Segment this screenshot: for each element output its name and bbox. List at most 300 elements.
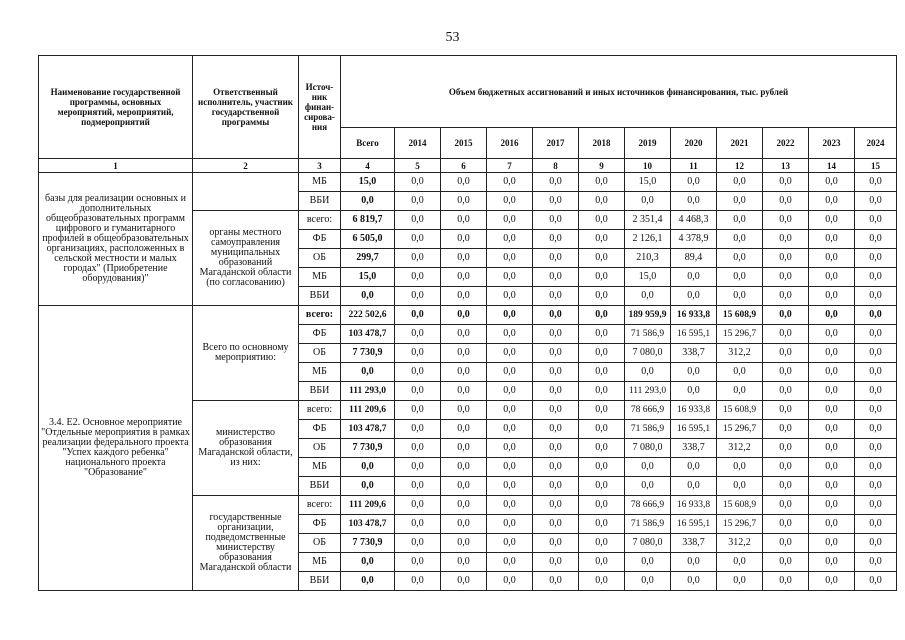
source-cell: всего: bbox=[299, 306, 341, 325]
value-cell: 338,7 bbox=[671, 344, 717, 363]
value-cell: 0,0 bbox=[717, 211, 763, 230]
source-cell: ОБ bbox=[299, 439, 341, 458]
value-cell: 16 933,8 bbox=[671, 306, 717, 325]
value-cell: 78 666,9 bbox=[625, 496, 671, 515]
value-cell: 0,0 bbox=[441, 515, 487, 534]
value-cell: 0,0 bbox=[579, 477, 625, 496]
value-cell: 0,0 bbox=[533, 553, 579, 572]
value-cell: 0,0 bbox=[487, 211, 533, 230]
value-cell: 0,0 bbox=[533, 363, 579, 382]
value-cell: 338,7 bbox=[671, 439, 717, 458]
value-cell: 0,0 bbox=[441, 230, 487, 249]
header-executor-column: Ответственный исполнитель, участник государственной программы bbox=[193, 56, 299, 159]
value-cell: 0,0 bbox=[671, 287, 717, 306]
header-year: 2020 bbox=[671, 128, 717, 159]
value-cell: 0,0 bbox=[441, 553, 487, 572]
value-cell: 0,0 bbox=[855, 534, 897, 553]
value-cell: 0,0 bbox=[809, 192, 855, 211]
value-cell: 0,0 bbox=[395, 477, 441, 496]
executor-cell: государственные организации, подведомственные министерству образования Магаданской области bbox=[193, 496, 299, 591]
value-cell: 0,0 bbox=[533, 515, 579, 534]
table-row bbox=[39, 173, 897, 192]
value-cell: 0,0 bbox=[533, 268, 579, 287]
value-cell: 0,0 bbox=[395, 382, 441, 401]
value-cell: 71 586,9 bbox=[625, 325, 671, 344]
value-cell: 0,0 bbox=[533, 534, 579, 553]
value-cell: 78 666,9 bbox=[625, 401, 671, 420]
value-cell: 15 296,7 bbox=[717, 420, 763, 439]
value-cell: 0,0 bbox=[763, 192, 809, 211]
value-cell: 0,0 bbox=[855, 439, 897, 458]
value-cell: 7 730,9 bbox=[341, 344, 395, 363]
value-cell: 0,0 bbox=[855, 249, 897, 268]
value-cell: 0,0 bbox=[395, 306, 441, 325]
source-cell: ВБИ bbox=[299, 382, 341, 401]
value-cell: 0,0 bbox=[625, 477, 671, 496]
value-cell: 7 080,0 bbox=[625, 439, 671, 458]
column-number: 15 bbox=[855, 159, 897, 173]
value-cell: 15 608,9 bbox=[717, 401, 763, 420]
value-cell: 0,0 bbox=[717, 173, 763, 192]
value-cell: 0,0 bbox=[341, 192, 395, 211]
value-cell: 0,0 bbox=[341, 553, 395, 572]
value-cell: 0,0 bbox=[533, 382, 579, 401]
value-cell: 0,0 bbox=[441, 173, 487, 192]
value-cell: 0,0 bbox=[579, 325, 625, 344]
value-cell: 0,0 bbox=[809, 420, 855, 439]
value-cell: 2 126,1 bbox=[625, 230, 671, 249]
value-cell: 0,0 bbox=[533, 420, 579, 439]
value-cell: 111 209,6 bbox=[341, 496, 395, 515]
value-cell: 0,0 bbox=[763, 211, 809, 230]
value-cell: 0,0 bbox=[855, 192, 897, 211]
value-cell: 0,0 bbox=[579, 344, 625, 363]
value-cell: 0,0 bbox=[809, 401, 855, 420]
value-cell: 0,0 bbox=[579, 363, 625, 382]
value-cell: 0,0 bbox=[395, 249, 441, 268]
value-cell: 0,0 bbox=[441, 534, 487, 553]
value-cell: 0,0 bbox=[579, 230, 625, 249]
value-cell: 0,0 bbox=[809, 439, 855, 458]
source-cell: ФБ bbox=[299, 230, 341, 249]
value-cell: 111 293,0 bbox=[341, 382, 395, 401]
value-cell: 16 595,1 bbox=[671, 325, 717, 344]
value-cell: 210,3 bbox=[625, 249, 671, 268]
value-cell: 0,0 bbox=[579, 268, 625, 287]
value-cell: 103 478,7 bbox=[341, 420, 395, 439]
value-cell: 0,0 bbox=[809, 249, 855, 268]
source-cell: МБ bbox=[299, 458, 341, 477]
value-cell: 0,0 bbox=[855, 496, 897, 515]
column-number: 12 bbox=[717, 159, 763, 173]
value-cell: 0,0 bbox=[579, 401, 625, 420]
value-cell: 7 080,0 bbox=[625, 344, 671, 363]
value-cell: 0,0 bbox=[441, 439, 487, 458]
value-cell: 0,0 bbox=[441, 496, 487, 515]
value-cell: 6 505,0 bbox=[341, 230, 395, 249]
value-cell: 111 209,6 bbox=[341, 401, 395, 420]
value-cell: 0,0 bbox=[717, 382, 763, 401]
value-cell: 0,0 bbox=[763, 401, 809, 420]
value-cell: 0,0 bbox=[809, 344, 855, 363]
source-cell: всего: bbox=[299, 211, 341, 230]
value-cell: 0,0 bbox=[717, 572, 763, 591]
value-cell: 0,0 bbox=[763, 363, 809, 382]
value-cell: 0,0 bbox=[487, 401, 533, 420]
source-cell: МБ bbox=[299, 173, 341, 192]
value-cell: 0,0 bbox=[579, 515, 625, 534]
value-cell: 0,0 bbox=[533, 173, 579, 192]
value-cell: 312,2 bbox=[717, 534, 763, 553]
value-cell: 0,0 bbox=[625, 287, 671, 306]
value-cell: 0,0 bbox=[763, 325, 809, 344]
value-cell: 0,0 bbox=[487, 268, 533, 287]
value-cell: 0,0 bbox=[809, 306, 855, 325]
value-cell: 0,0 bbox=[717, 268, 763, 287]
value-cell: 0,0 bbox=[441, 363, 487, 382]
value-cell: 0,0 bbox=[395, 439, 441, 458]
header-year: 2018 bbox=[579, 128, 625, 159]
value-cell: 0,0 bbox=[487, 515, 533, 534]
column-number: 2 bbox=[193, 159, 299, 173]
source-cell: всего: bbox=[299, 401, 341, 420]
value-cell: 0,0 bbox=[763, 382, 809, 401]
value-cell: 0,0 bbox=[487, 344, 533, 363]
value-cell: 0,0 bbox=[487, 249, 533, 268]
value-cell: 0,0 bbox=[809, 515, 855, 534]
value-cell: 0,0 bbox=[579, 496, 625, 515]
value-cell: 0,0 bbox=[855, 553, 897, 572]
value-cell: 0,0 bbox=[441, 572, 487, 591]
value-cell: 312,2 bbox=[717, 439, 763, 458]
value-cell: 0,0 bbox=[763, 230, 809, 249]
value-cell: 16 933,8 bbox=[671, 401, 717, 420]
value-cell: 0,0 bbox=[441, 344, 487, 363]
value-cell: 222 502,6 bbox=[341, 306, 395, 325]
value-cell: 0,0 bbox=[855, 458, 897, 477]
column-number: 14 bbox=[809, 159, 855, 173]
value-cell: 0,0 bbox=[717, 553, 763, 572]
value-cell: 0,0 bbox=[763, 173, 809, 192]
column-number: 4 bbox=[341, 159, 395, 173]
value-cell: 0,0 bbox=[763, 534, 809, 553]
value-cell: 0,0 bbox=[487, 534, 533, 553]
value-cell: 15,0 bbox=[341, 268, 395, 287]
value-cell: 0,0 bbox=[855, 572, 897, 591]
value-cell: 0,0 bbox=[579, 458, 625, 477]
value-cell: 0,0 bbox=[579, 534, 625, 553]
value-cell: 15,0 bbox=[625, 268, 671, 287]
value-cell: 0,0 bbox=[763, 515, 809, 534]
value-cell: 0,0 bbox=[395, 515, 441, 534]
header-year: 2017 bbox=[533, 128, 579, 159]
column-number: 6 bbox=[441, 159, 487, 173]
budget-table bbox=[38, 55, 897, 591]
value-cell: 0,0 bbox=[763, 496, 809, 515]
value-cell: 299,7 bbox=[341, 249, 395, 268]
value-cell: 0,0 bbox=[809, 553, 855, 572]
value-cell: 338,7 bbox=[671, 534, 717, 553]
value-cell: 0,0 bbox=[809, 458, 855, 477]
value-cell: 0,0 bbox=[533, 287, 579, 306]
value-cell: 0,0 bbox=[809, 534, 855, 553]
value-cell: 0,0 bbox=[395, 458, 441, 477]
table-row bbox=[39, 306, 897, 325]
value-cell: 0,0 bbox=[487, 572, 533, 591]
value-cell: 0,0 bbox=[441, 382, 487, 401]
value-cell: 0,0 bbox=[395, 211, 441, 230]
value-cell: 0,0 bbox=[763, 477, 809, 496]
value-cell: 0,0 bbox=[579, 173, 625, 192]
value-cell: 0,0 bbox=[341, 477, 395, 496]
source-cell: МБ bbox=[299, 268, 341, 287]
header-name-column: Наименование государственной программы, основных мероприятий, мероприятий, подмероприятий bbox=[39, 56, 193, 159]
value-cell: 0,0 bbox=[395, 363, 441, 382]
value-cell: 103 478,7 bbox=[341, 325, 395, 344]
value-cell: 0,0 bbox=[855, 230, 897, 249]
value-cell: 0,0 bbox=[533, 192, 579, 211]
header-year: 2023 bbox=[809, 128, 855, 159]
value-cell: 0,0 bbox=[487, 382, 533, 401]
value-cell: 0,0 bbox=[395, 496, 441, 515]
value-cell: 0,0 bbox=[441, 325, 487, 344]
value-cell: 0,0 bbox=[395, 268, 441, 287]
value-cell: 0,0 bbox=[809, 382, 855, 401]
value-cell: 16 595,1 bbox=[671, 515, 717, 534]
source-cell: ОБ bbox=[299, 534, 341, 553]
value-cell: 0,0 bbox=[855, 477, 897, 496]
value-cell: 0,0 bbox=[395, 287, 441, 306]
value-cell: 0,0 bbox=[579, 439, 625, 458]
value-cell: 0,0 bbox=[671, 382, 717, 401]
value-cell: 0,0 bbox=[441, 249, 487, 268]
value-cell: 111 293,0 bbox=[625, 382, 671, 401]
header-year: 2021 bbox=[717, 128, 763, 159]
value-cell: 0,0 bbox=[763, 458, 809, 477]
value-cell: 0,0 bbox=[809, 477, 855, 496]
value-cell: 0,0 bbox=[809, 363, 855, 382]
value-cell: 0,0 bbox=[717, 477, 763, 496]
value-cell: 0,0 bbox=[533, 306, 579, 325]
value-cell: 0,0 bbox=[717, 363, 763, 382]
source-cell: МБ bbox=[299, 553, 341, 572]
value-cell: 0,0 bbox=[579, 249, 625, 268]
header-year: Всего bbox=[341, 128, 395, 159]
value-cell: 0,0 bbox=[579, 382, 625, 401]
header-source-column: Источ-ник финан-сирова-ния bbox=[299, 56, 341, 159]
value-cell: 0,0 bbox=[763, 420, 809, 439]
value-cell: 0,0 bbox=[671, 553, 717, 572]
value-cell: 0,0 bbox=[809, 496, 855, 515]
value-cell: 0,0 bbox=[395, 230, 441, 249]
value-cell: 0,0 bbox=[341, 287, 395, 306]
value-cell: 0,0 bbox=[341, 572, 395, 591]
source-cell: ВБИ bbox=[299, 572, 341, 591]
value-cell: 0,0 bbox=[855, 306, 897, 325]
value-cell: 2 351,4 bbox=[625, 211, 671, 230]
executor-cell: Всего по основному мероприятию: bbox=[193, 306, 299, 401]
value-cell: 0,0 bbox=[487, 287, 533, 306]
value-cell: 0,0 bbox=[441, 420, 487, 439]
value-cell: 15,0 bbox=[625, 173, 671, 192]
value-cell: 7 080,0 bbox=[625, 534, 671, 553]
value-cell: 0,0 bbox=[487, 325, 533, 344]
value-cell: 0,0 bbox=[533, 325, 579, 344]
value-cell: 0,0 bbox=[487, 477, 533, 496]
source-cell: ВБИ bbox=[299, 477, 341, 496]
value-cell: 103 478,7 bbox=[341, 515, 395, 534]
value-cell: 0,0 bbox=[809, 211, 855, 230]
value-cell: 0,0 bbox=[671, 477, 717, 496]
value-cell: 0,0 bbox=[441, 458, 487, 477]
value-cell: 0,0 bbox=[533, 458, 579, 477]
value-cell: 0,0 bbox=[395, 173, 441, 192]
column-number: 5 bbox=[395, 159, 441, 173]
value-cell: 0,0 bbox=[763, 344, 809, 363]
value-cell: 4 468,3 bbox=[671, 211, 717, 230]
value-cell: 0,0 bbox=[855, 287, 897, 306]
value-cell: 0,0 bbox=[855, 515, 897, 534]
column-number: 3 bbox=[299, 159, 341, 173]
value-cell: 15 296,7 bbox=[717, 325, 763, 344]
value-cell: 0,0 bbox=[763, 249, 809, 268]
value-cell: 0,0 bbox=[809, 287, 855, 306]
value-cell: 6 819,7 bbox=[341, 211, 395, 230]
value-cell: 7 730,9 bbox=[341, 534, 395, 553]
value-cell: 0,0 bbox=[579, 192, 625, 211]
value-cell: 0,0 bbox=[763, 439, 809, 458]
value-cell: 312,2 bbox=[717, 344, 763, 363]
value-cell: 15 296,7 bbox=[717, 515, 763, 534]
value-cell: 189 959,9 bbox=[625, 306, 671, 325]
value-cell: 0,0 bbox=[717, 192, 763, 211]
executor-cell-empty bbox=[193, 173, 299, 211]
value-cell: 0,0 bbox=[395, 192, 441, 211]
value-cell: 0,0 bbox=[809, 268, 855, 287]
column-numbers-row bbox=[39, 159, 897, 173]
value-cell: 0,0 bbox=[441, 268, 487, 287]
source-cell: ВБИ bbox=[299, 192, 341, 211]
source-cell: ФБ bbox=[299, 325, 341, 344]
executor-cell: министерство образования Магаданской области, из них: bbox=[193, 401, 299, 496]
value-cell: 0,0 bbox=[763, 287, 809, 306]
source-cell: ОБ bbox=[299, 344, 341, 363]
value-cell: 0,0 bbox=[579, 306, 625, 325]
value-cell: 0,0 bbox=[395, 325, 441, 344]
value-cell: 0,0 bbox=[671, 458, 717, 477]
value-cell: 0,0 bbox=[671, 268, 717, 287]
value-cell: 0,0 bbox=[855, 268, 897, 287]
value-cell: 0,0 bbox=[487, 230, 533, 249]
value-cell: 0,0 bbox=[533, 572, 579, 591]
header-volume: Объем бюджетных ассигнований и иных источников финансирования, тыс. рублей bbox=[341, 56, 897, 128]
column-number: 10 bbox=[625, 159, 671, 173]
header-year: 2016 bbox=[487, 128, 533, 159]
value-cell: 15 608,9 bbox=[717, 306, 763, 325]
value-cell: 0,0 bbox=[579, 420, 625, 439]
value-cell: 0,0 bbox=[717, 230, 763, 249]
value-cell: 0,0 bbox=[855, 382, 897, 401]
value-cell: 0,0 bbox=[855, 344, 897, 363]
value-cell: 0,0 bbox=[625, 363, 671, 382]
value-cell: 16 595,1 bbox=[671, 420, 717, 439]
value-cell: 0,0 bbox=[441, 401, 487, 420]
column-number: 8 bbox=[533, 159, 579, 173]
column-number: 13 bbox=[763, 159, 809, 173]
value-cell: 0,0 bbox=[395, 420, 441, 439]
value-cell: 15 608,9 bbox=[717, 496, 763, 515]
value-cell: 0,0 bbox=[763, 572, 809, 591]
value-cell: 0,0 bbox=[763, 268, 809, 287]
measure-name: 3.4. Е2. Основное мероприятие "Отдельные мероприятия в рамках реализации федерального проекта "Успех каждого ребенка" национального проекта "Образование" bbox=[39, 306, 193, 591]
value-cell: 89,4 bbox=[671, 249, 717, 268]
value-cell: 0,0 bbox=[395, 401, 441, 420]
value-cell: 0,0 bbox=[625, 458, 671, 477]
value-cell: 0,0 bbox=[487, 306, 533, 325]
header-year: 2019 bbox=[625, 128, 671, 159]
value-cell: 0,0 bbox=[809, 325, 855, 344]
value-cell: 0,0 bbox=[441, 477, 487, 496]
value-cell: 0,0 bbox=[487, 553, 533, 572]
value-cell: 0,0 bbox=[671, 363, 717, 382]
column-number: 1 bbox=[39, 159, 193, 173]
value-cell: 71 586,9 bbox=[625, 420, 671, 439]
value-cell: 0,0 bbox=[341, 458, 395, 477]
value-cell: 0,0 bbox=[533, 344, 579, 363]
table-body bbox=[39, 173, 897, 591]
value-cell: 0,0 bbox=[533, 401, 579, 420]
source-cell: МБ bbox=[299, 363, 341, 382]
measure-name: базы для реализации основных и дополнительных общеобразовательных программ цифрового и гуманитарного профилей в общеобразовательных организациях, расположенных в сельской местности и малых городах" (Приобретение оборудования)" bbox=[39, 173, 193, 306]
page-number: 53 bbox=[445, 30, 460, 45]
source-cell: ФБ bbox=[299, 515, 341, 534]
source-cell: ФБ bbox=[299, 420, 341, 439]
value-cell: 0,0 bbox=[395, 344, 441, 363]
value-cell: 0,0 bbox=[395, 534, 441, 553]
header-year: 2024 bbox=[855, 128, 897, 159]
value-cell: 0,0 bbox=[579, 572, 625, 591]
value-cell: 0,0 bbox=[671, 173, 717, 192]
value-cell: 0,0 bbox=[671, 192, 717, 211]
value-cell: 0,0 bbox=[533, 439, 579, 458]
value-cell: 0,0 bbox=[533, 249, 579, 268]
value-cell: 0,0 bbox=[717, 249, 763, 268]
value-cell: 0,0 bbox=[533, 211, 579, 230]
value-cell: 0,0 bbox=[625, 553, 671, 572]
value-cell: 0,0 bbox=[441, 192, 487, 211]
executor-cell: органы местного самоуправления муниципальных образований Магаданской области (по согласованию) bbox=[193, 211, 299, 306]
value-cell: 16 933,8 bbox=[671, 496, 717, 515]
value-cell: 0,0 bbox=[763, 553, 809, 572]
value-cell: 0,0 bbox=[441, 306, 487, 325]
value-cell: 0,0 bbox=[855, 363, 897, 382]
value-cell: 0,0 bbox=[579, 287, 625, 306]
value-cell: 71 586,9 bbox=[625, 515, 671, 534]
column-number: 11 bbox=[671, 159, 717, 173]
value-cell: 0,0 bbox=[855, 401, 897, 420]
header-year: 2014 bbox=[395, 128, 441, 159]
value-cell: 0,0 bbox=[809, 230, 855, 249]
value-cell: 0,0 bbox=[487, 173, 533, 192]
column-number: 7 bbox=[487, 159, 533, 173]
value-cell: 0,0 bbox=[625, 572, 671, 591]
source-cell: ВБИ bbox=[299, 287, 341, 306]
value-cell: 0,0 bbox=[533, 496, 579, 515]
value-cell: 0,0 bbox=[855, 211, 897, 230]
value-cell: 0,0 bbox=[487, 363, 533, 382]
value-cell: 0,0 bbox=[395, 572, 441, 591]
value-cell: 4 378,9 bbox=[671, 230, 717, 249]
